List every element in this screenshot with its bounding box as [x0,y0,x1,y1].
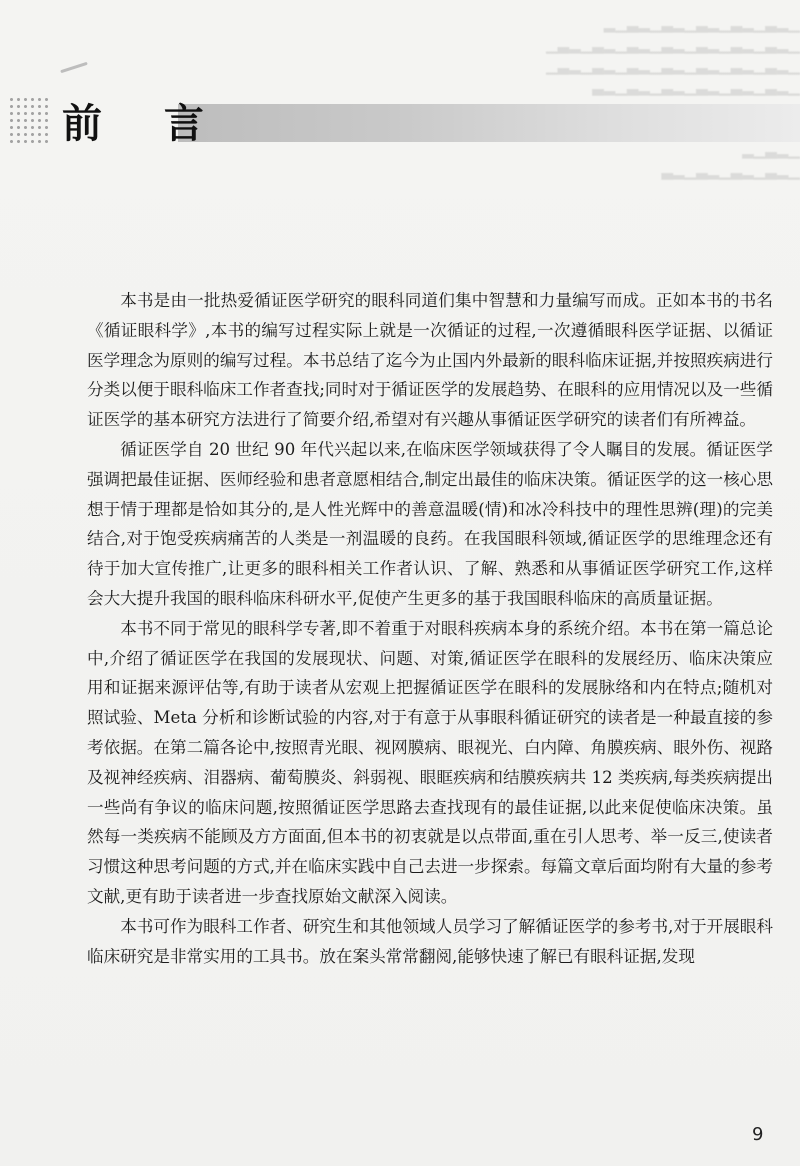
page-number: 9 [752,1124,764,1145]
bleed-through-decoration: ▁▂▃▁▂▃▁▂▃▁▂▃▁▂▃▁▂ ▁▂▃▁▂▃▁▂▃▁▂▃▁▂▃▁▂▃▁▂▃▁ ▁▂▃▁▂▃▁▂▃▁▂▃▁▂▃▁▂▃▁▂▃▁ ▁▂▃▁▂▃▁▂▃▁▂▃▁▂▃▁▂▃ ▁▂▃▁▂ ▁▂▃▁▂▃▁▂▃▁▂▃ [546,15,800,180]
header-gradient-band [178,104,800,142]
decorative-dot-pattern [8,96,52,144]
paragraph-3: 本书不同于常见的眼科学专著,即不着重于对眼科疾病本身的系统介绍。本书在第一篇总论中,介绍了循证医学在我国的发展现状、问题、对策,循证医学在眼科的发展经历、临床决策应用和证据来源评估等,有助于读者从宏观上把握循证医学在眼科的发展脉络和内在特点;随机对照试验、Meta 分析和诊断试验的内容,对于有意于从事眼科循证研究的读者是一种最直接的参考依据。在第二篇各论中,按照青光眼、视网膜病、眼视光、白内障、角膜疾病、眼外伤、视路及视神经疾病、泪器病、葡萄膜炎、斜弱视、眼眶疾病和结膜疾病共 12 类疾病,每类疾病提出一些尚有争议的临床问题,按照循证医学思路去查找现有的最佳证据,以此来促使临床决策。虽然每一类疾病不能顾及方方面面,但本书的初衷就是以点带面,重在引人思考、举一反三,使读者习惯这种思考问题的方式,并在临床实践中自己去进一步探索。每篇文章后面均附有大量的参考文献,更有助于读者进一步查找原始文献深入阅读。 [87,618,773,906]
decorative-dash [60,62,88,74]
page-title: 前 言 [62,101,228,147]
body-text [87,286,773,971]
paragraph-4: 本书可作为眼科工作者、研究生和其他领域人员学习了解循证医学的参考书,对于开展眼科临床研究是非常实用的工具书。放在案头常常翻阅,能够快速了解已有眼科证据,发现 [87,916,773,966]
paragraph-2: 循证医学自 20 世纪 90 年代兴起以来,在临床医学领域获得了令人瞩目的发展。循证医学强调把最佳证据、医师经验和患者意愿相结合,制定出最佳的临床决策。循证医学的这一核心思想于情于理都是恰如其分的,是人性光辉中的善意温暖(情)和冰冷科技中的理性思辨(理)的完美结合,对于饱受疾病痛苦的人类是一剂温暖的良药。在我国眼科领域,循证医学的思维理念还有待于加大宣传推广,让更多的眼科相关工作者认识、了解、熟悉和从事循证医学研究工作,这样会大大提升我国的眼科临床科研水平,促使产生更多的基于我国眼科临床的高质量证据。 [87,439,773,608]
paragraph-1: 本书是由一批热爱循证医学研究的眼科同道们集中智慧和力量编写而成。正如本书的书名《循证眼科学》,本书的编写过程实际上就是一次循证的过程,一次遵循眼科医学证据、以循证医学理念为原则的编写过程。本书总结了迄今为止国内外最新的眼科临床证据,并按照疾病进行分类以便于眼科临床工作者查找;同时对于循证医学的发展趋势、在眼科的应用情况以及一些循证医学的基本研究方法进行了简要介绍,希望对有兴趣从事循证医学研究的读者们有所裨益。 [87,291,773,430]
